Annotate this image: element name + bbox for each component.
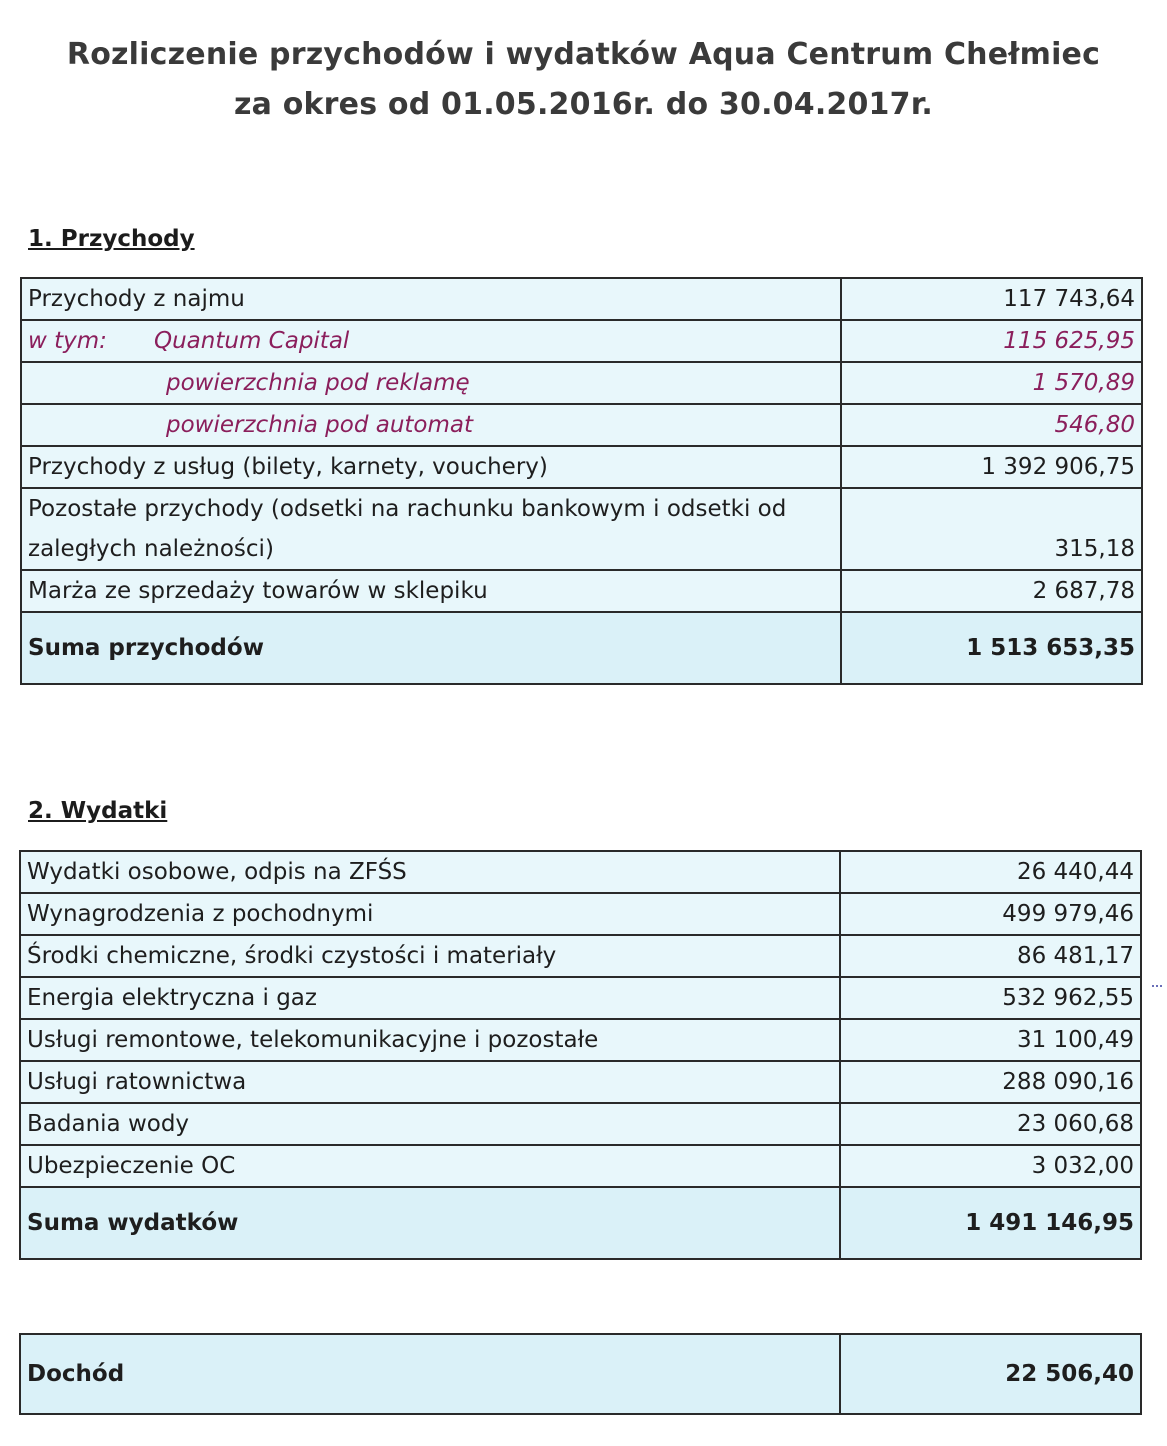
row-label: Marża ze sprzedaży towarów w sklepiku — [21, 570, 841, 612]
title-line-1: Rozliczenie przychodów i wydatków Aqua Centrum Chełmiec — [66, 37, 1101, 72]
table-row — [20, 1061, 1141, 1103]
table-row — [21, 570, 1142, 612]
total-amount: 1 491 146,95 — [840, 1187, 1141, 1259]
row-amount: 3 032,00 — [840, 1145, 1141, 1187]
row-amount: 31 100,49 — [840, 1019, 1141, 1061]
total-label: Suma przychodów — [21, 612, 841, 684]
table-row — [20, 935, 1141, 977]
row-label: Wydatki osobowe, odpis na ZFŚS — [20, 851, 840, 893]
row-label: Usługi remontowe, telekomunikacyjne i pozostałe — [20, 1019, 840, 1061]
row-label: Środki chemiczne, środki czystości i materiały — [20, 935, 840, 977]
row-amount: 499 979,46 — [840, 893, 1141, 935]
row-amount: 86 481,17 — [840, 935, 1141, 977]
result-row — [20, 1334, 1141, 1414]
result-label: Dochód — [20, 1334, 840, 1414]
result-table — [19, 1333, 1142, 1415]
row-label: Pozostałe przychody (odsetki na rachunku bankowym i odsetki od zaległych należności) — [21, 488, 841, 570]
row-label: Wynagrodzenia z pochodnymi — [20, 893, 840, 935]
table-row — [20, 1019, 1141, 1061]
result-amount: 22 506,40 — [840, 1334, 1141, 1414]
table-row — [21, 362, 1142, 404]
income-heading: 1. Przychody — [28, 226, 195, 252]
total-label: Suma wydatków — [20, 1187, 840, 1259]
total-amount: 1 513 653,35 — [841, 612, 1142, 684]
table-row — [20, 1103, 1141, 1145]
row-label-group — [21, 320, 841, 362]
table-row — [21, 320, 1142, 362]
row-amount: 1 392 906,75 — [841, 446, 1142, 488]
row-label: Quantum Capital — [154, 328, 350, 354]
row-label-group — [21, 404, 841, 446]
title-line-2: za okres od 01.05.2016r. do 30.04.2017r. — [233, 87, 934, 122]
row-label: powierzchnia pod automat — [166, 412, 474, 438]
row-label: Usługi ratownictwa — [20, 1061, 840, 1103]
row-label: Przychody z najmu — [21, 278, 841, 320]
expenses-table — [19, 850, 1142, 1260]
pen-mark — [1152, 985, 1162, 990]
row-label: powierzchnia pod reklamę — [166, 370, 470, 396]
income-table — [20, 277, 1143, 685]
row-label: Energia elektryczna i gaz — [20, 977, 840, 1019]
row-amount: 288 090,16 — [840, 1061, 1141, 1103]
row-amount: 115 625,95 — [841, 320, 1142, 362]
row-label: Ubezpieczenie OC — [20, 1145, 840, 1187]
total-row — [21, 612, 1142, 684]
table-row — [20, 1145, 1141, 1187]
table-row — [20, 977, 1141, 1019]
row-amount: 546,80 — [841, 404, 1142, 446]
row-amount: 1 570,89 — [841, 362, 1142, 404]
row-amount: 117 743,64 — [841, 278, 1142, 320]
row-label: Badania wody — [20, 1103, 840, 1145]
table-row — [20, 893, 1141, 935]
table-row — [21, 278, 1142, 320]
expenses-heading: 2. Wydatki — [28, 798, 168, 824]
table-row — [21, 404, 1142, 446]
table-row — [21, 446, 1142, 488]
row-label: Przychody z usług (bilety, karnety, vouchery) — [21, 446, 841, 488]
row-prefix: w tym: — [28, 328, 107, 354]
row-label-group — [21, 362, 841, 404]
document-title — [0, 30, 1167, 130]
total-row — [20, 1187, 1141, 1259]
row-amount: 532 962,55 — [840, 977, 1141, 1019]
table-row — [20, 851, 1141, 893]
row-amount: 23 060,68 — [840, 1103, 1141, 1145]
row-amount: 26 440,44 — [840, 851, 1141, 893]
row-amount: 2 687,78 — [841, 570, 1142, 612]
table-row — [21, 488, 1142, 570]
row-amount: 315,18 — [841, 488, 1142, 570]
